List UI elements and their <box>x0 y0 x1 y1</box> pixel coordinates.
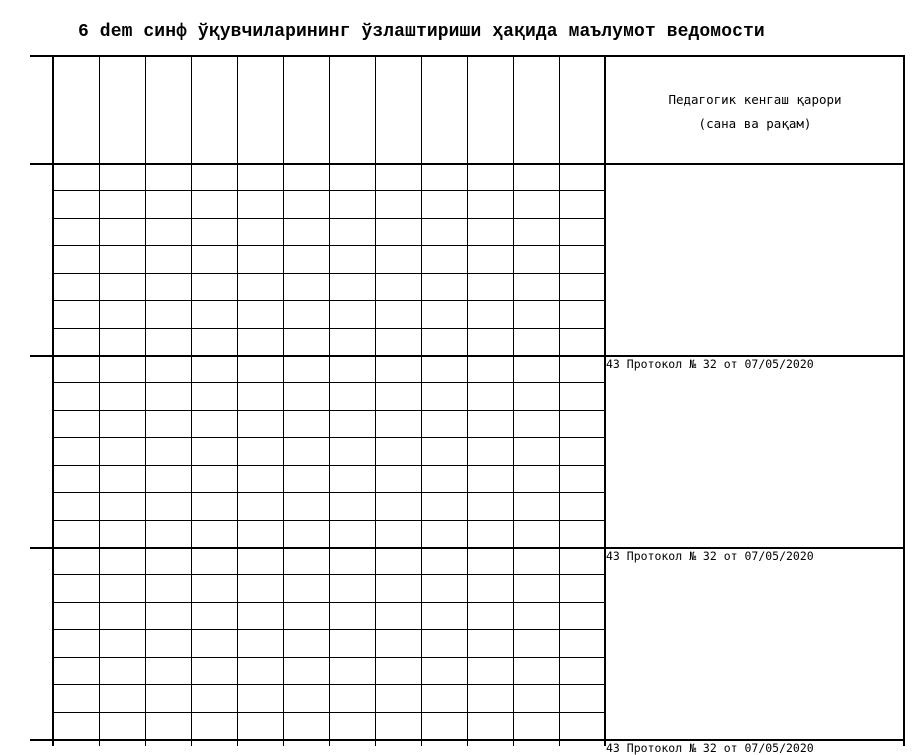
table-border-left <box>52 55 54 746</box>
council-protocol-text: 43 Протокол № 32 от 07/05/2020 <box>606 549 814 563</box>
grid-column-line <box>329 55 330 746</box>
grid-column-line <box>145 55 146 746</box>
grid-column-line <box>559 55 560 746</box>
council-column-left-border <box>604 55 606 746</box>
table-border-right <box>903 55 905 746</box>
council-decision-header <box>606 88 904 136</box>
grid-column-line <box>513 55 514 746</box>
grid-column-line <box>283 55 284 746</box>
grid-column-line <box>467 55 468 746</box>
council-protocol-text: 43 Протокол № 32 от 07/05/2020 <box>606 357 814 371</box>
grid-column-line <box>421 55 422 746</box>
grid-column-line <box>375 55 376 746</box>
grid-column-line <box>191 55 192 746</box>
council-protocol-text: 43 Протокол № 32 от 07/05/2020 <box>606 741 814 755</box>
council-decision-header-title: Педагогик кенгаш қарори <box>668 92 842 107</box>
grid-column-line <box>237 55 238 746</box>
grid-column-line <box>99 55 100 746</box>
council-decision-header-subtitle: (сана ва рақам) <box>698 116 812 131</box>
document-title: 6 dem синф ўқувчиларининг ўзлаштириши ҳақида маълумот ведомости <box>78 22 765 42</box>
